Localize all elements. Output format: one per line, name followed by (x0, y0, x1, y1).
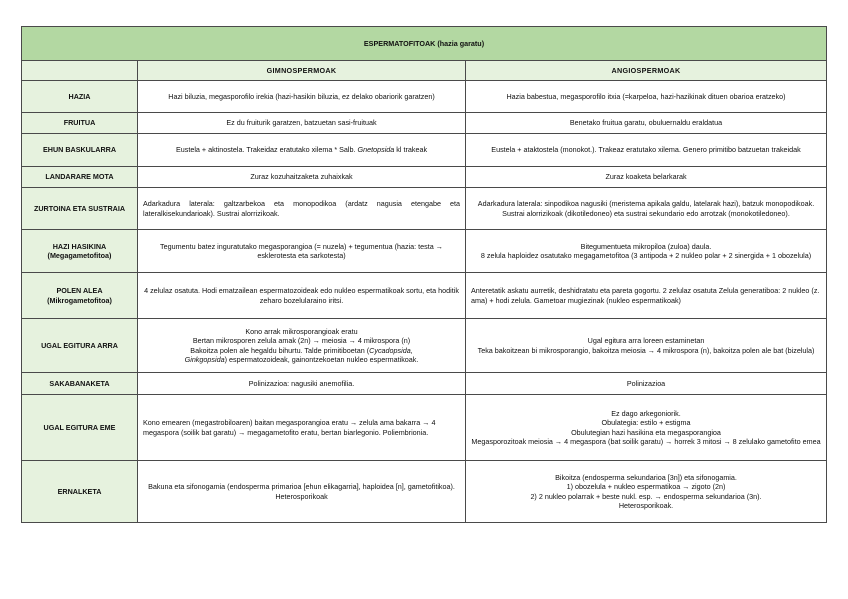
header-angiospermoak: ANGIOSPERMOAK (466, 61, 827, 81)
gimno-cell: Hazi biluzia, megasporofilo irekia (hazi-hasikin biluzia, ez delako obariorik garatzen) (138, 81, 466, 113)
angio-cell (466, 230, 827, 273)
angio-cell (466, 319, 827, 373)
angio-line: Obulategia: estilo + estigma (601, 418, 691, 428)
angio-cell: Hazia babestua, megasporofilo itxia (=karpeloa, hazi-hazikinak dituen obarioa eratzeko) (466, 81, 827, 113)
comparison-table (21, 26, 827, 523)
row-label (22, 230, 138, 273)
gimno-cell: Kono emearen (megastrobiloaren) baitan megasporangioa eratu → zelula ama bakarra → 4 megaspora (soilik bat garatu) → megagametofito eratu, bertan biarlegonio. Poliembrionia. (138, 395, 466, 461)
row-label: UGAL EGITURA EME (22, 395, 138, 461)
gimno-taxon: Ginkgopsida (184, 354, 225, 364)
table-row (22, 230, 827, 273)
table-row (22, 167, 827, 188)
gimno-cell: 4 zelulaz osatuta. Hodi ematzailean espermatozoideak edo nukleo espermatikoak sortu, eta hoditik zeharo bozelularaino iritsi. (138, 273, 466, 319)
angio-line: 8 zelula haploidez osatutako megagametofitoa (3 antipoda + 2 nukleo polar + 2 sinergida + 1 obozelula) (480, 251, 812, 260)
gimno-text: Eustela + aktinostela. Trakeidaz eratutako xilema * Salb. (175, 145, 358, 155)
row-label: LANDARARE MOTA (22, 167, 138, 188)
gimno-cell: Bakuna eta sifonogamia (endosperma primarioa [ehun elikagarria], haploidea [n], gametofitikoa). Heterosporikoak (138, 461, 466, 523)
table-row (22, 81, 827, 113)
table-row (22, 273, 827, 319)
row-label-sub: (Megagametofitoa) (47, 251, 112, 260)
angio-line: Heterosporikoak. (618, 500, 674, 510)
row-label: EHUN BASKULARRA (22, 134, 138, 167)
angio-line: Obulutegian hazi hasikina eta megasporangioa (571, 427, 721, 437)
gimno-text: ) espermatozoideak, gainontzekoetan nukleo espermatikoak. (224, 354, 419, 364)
angio-cell: Benetako fruitua garatu, obuluernaldu eraldatua (466, 113, 827, 134)
gimno-text: Bakoitza polen ale hegaldu bihurtu. Talde primitiboetan ( (190, 345, 370, 355)
table-row (22, 134, 827, 167)
header-corner (22, 61, 138, 81)
gimno-cell (138, 134, 466, 167)
angio-cell: Adarkadura laterala: sinpodikoa nagusiki (meristema apikala galdu, latelarak hazi), batzuk monopodikoak. Sustrai alorrizikoak (dikotiledoneo) eta sustrai sekundario edo arrotzak (monokotiledoneo). (466, 188, 827, 230)
table-title: ESPERMATOFITOAK (hazia garatu) (22, 27, 827, 61)
gimno-cell: Tegumentu batez inguratutako megasporangioa (= nuzela) + tegumentua (hazia: testa → esklerotesta eta sarkotesta) (138, 230, 466, 273)
row-label (22, 273, 138, 319)
angio-cell (466, 461, 827, 523)
gimno-cell: Zuraz kozuhaitzaketa zuhaixkak (138, 167, 466, 188)
angio-line: 2) 2 nukleo polarrak + beste nukl. esp. → endosperma sekundarioa (3n). (530, 491, 762, 501)
row-label-main: HAZI HASIKINA (52, 241, 107, 251)
row-label-sub: (Mikrogametofitoa) (47, 295, 112, 305)
table-row (22, 395, 827, 461)
gimno-cell (138, 319, 466, 373)
angio-line: Megasporozitoak meiosia → 4 megaspora (bat soilik garatu) → horrek 3 mitosi → 8 zelulako gametofito emea (471, 436, 821, 446)
gimno-taxon: Cycadopsida, (369, 345, 413, 355)
row-label: HAZIA (22, 81, 138, 113)
angio-cell: Polinizazioa (466, 373, 827, 395)
angio-cell: Eustela + ataktostela (monokot.). Trakeaz eratutako xilema. Genero primitibo batzuetan trakeidak (466, 134, 827, 167)
gimno-taxon: Gnetopsida (357, 145, 395, 155)
table-row (22, 373, 827, 395)
gimno-line: Kono arrak mikrosporangioak eratu (245, 326, 358, 336)
table-row (22, 113, 827, 134)
row-label: ERNALKETA (22, 461, 138, 523)
row-label: FRUITUA (22, 113, 138, 134)
angio-line: Ugal egitura arra loreen estaminetan (587, 336, 705, 346)
angio-cell (466, 395, 827, 461)
gimno-line (143, 346, 460, 355)
gimno-text: kl trakeak (394, 145, 428, 155)
angio-line: Teka bakoitzean bi mikrosporangio, bakoitza meiosia → 4 mikrospora (n), bakoitza polen ale bat (bizelula) (477, 345, 815, 355)
angio-line: Bikoitza (endosperma sekundarioa [3n]) eta sifonogamia. (555, 472, 737, 482)
gimno-line (143, 355, 460, 364)
gimno-cell: Polinizazioa: nagusiki anemofilia. (138, 373, 466, 395)
table-row (22, 188, 827, 230)
row-label: ZURTOINA ETA SUSTRAIA (22, 188, 138, 230)
row-label-main: POLEN ALEA (56, 286, 103, 296)
table-row (22, 319, 827, 373)
gimno-cell: Adarkadura laterala: galtzarbekoa eta monopodikoa (ardatz nagusia etengabe eta lateralkisekundarioak). Sustrai alorrizikoak. (138, 188, 466, 230)
gimno-cell: Ez du fruiturik garatzen, batzuetan sasi-fruituak (138, 113, 466, 134)
row-label: SAKABANAKETA (22, 373, 138, 395)
angio-line: Bitegumentueta mikropiloa (zuloa) daula. (580, 241, 712, 251)
gimno-line: Bertan mikrosporen zelula amak (2n) → meiosia → 4 mikrospora (n) (192, 336, 411, 346)
angio-line: 1) obozelula + nukleo espermatikoa → zigoto (2n) (566, 482, 726, 492)
table-row (22, 461, 827, 523)
angio-line: Ez dago arkegoniorik. (611, 408, 681, 418)
header-gimnospermoak: GIMNOSPERMOAK (138, 61, 466, 81)
angio-cell: Zuraz koaketa belarkarak (466, 167, 827, 188)
angio-cell: Anteretatik askatu aurretik, deshidratatu eta pareta gogortu. 2 zelulaz osatuta Zelula generatiboa: 2 nukleo (z. ama) + hodi zelula. Gametoar mugiezinak (nukleo espermatikoak) (466, 273, 827, 319)
row-label: UGAL EGITURA ARRA (22, 319, 138, 373)
